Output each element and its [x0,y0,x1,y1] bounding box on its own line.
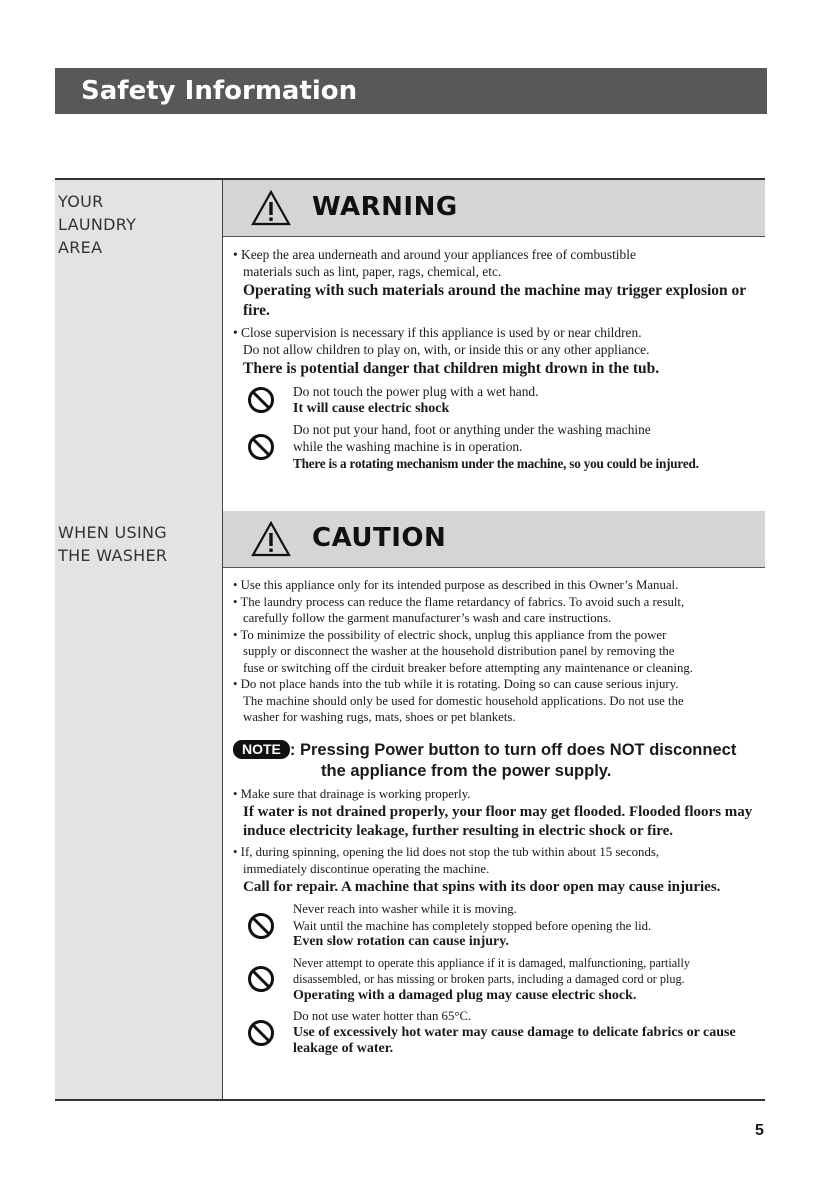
caution-spin: • If, during spinning, opening the lid does not stop the tub within about 15 seconds, [233,845,660,859]
prohibition-icon [247,912,275,940]
caution-section [55,511,765,1101]
note-badge: NOTE [233,740,290,759]
warning-bullet-2: • Close supervision is necessary if this appliance is used by or near children. [233,325,642,340]
caution-bullet-3-cont: supply or disconnect the washer at the household distribution panel by removing the [243,644,675,658]
area-label-washer: WHEN USING THE WASHER [58,523,168,565]
warning-header [223,180,765,237]
section-title-bar [55,68,767,114]
caution-bullet-4-cont: washer for washing rugs, mats, shoes or pet blankets. [243,710,516,724]
prohibition-item [233,955,761,1005]
caution-bullet-1: • Use this appliance only for its intended purpose as described in this Owner’s Manual. [233,578,679,592]
warning-bullet-2-bold: There is potential danger that children might drown in the tub. [243,360,660,377]
prohibition-bold: Operating with a damaged plug may cause electric shock. [293,987,637,1003]
prohibition-icon [247,965,275,993]
prohibition-bold: Even slow rotation can cause injury. [293,934,509,949]
prohibition-icon [247,433,275,461]
caution-spin-bold: Call for repair. A machine that spins with its door open may cause injuries. [243,879,721,895]
caution-bullet-3-cont: fuse or switching off the cirduit breaker before attempting any maintenance or cleaning. [243,660,693,675]
prohibition-item [233,901,761,951]
warning-bullet-1-bold: Operating with such materials around the machine may trigger explosion or fire. [243,282,746,319]
prohibition-icon [247,386,275,414]
warning-triangle-icon [251,521,291,557]
warning-bullet-1: • Keep the area underneath and around your appliances free of combustible [233,247,636,262]
caution-header [223,511,765,568]
note-text-cont: the appliance from the power supply. [321,761,612,780]
prohibition-item [233,1008,761,1058]
caution-bullet-4-cont: The machine should only be used for domestic household applications. Do not use the [243,693,684,708]
prohibition-text: Do not put your hand, foot or anything under the washing machine [293,422,651,437]
note-text: : Pressing Power button to turn off does NOT disconnect [289,740,737,759]
prohibition-text: Do not use water hotter than 65°C. [293,1009,472,1023]
warning-heading: WARNING [312,192,458,222]
prohibition-text: disassembled, or has missing or broken parts, including a damaged cord or plug. [293,972,685,986]
prohibition-bold: It will cause electric shock [293,401,450,416]
prohibition-text: Never attempt to operate this appliance if it is damaged, malfunctioning, partially [293,955,690,970]
prohibition-bold: Use of excessively hot water may cause damage to delicate fabrics or cause leakage of water. [293,1024,736,1056]
warning-triangle-icon [251,190,291,226]
area-column [55,180,223,513]
caution-drain: • Make sure that drainage is working properly. [233,786,471,801]
prohibition-text: Do not touch the power plug with a wet hand. [293,384,539,399]
area-label-laundry: YOUR LAUNDRY AREA [58,192,137,257]
caution-spin-cont: immediately discontinue operating the machine. [243,861,490,876]
prohibition-item [233,421,761,472]
warning-bullet-1-cont: materials such as lint, paper, rags, chemical, etc. [243,264,502,279]
caution-bullet-3: • To minimize the possibility of electric shock, unplug this appliance from the power [233,627,667,642]
caution-bullet-2: • The laundry process can reduce the flame retardancy of fabrics. To avoid such a result, [233,594,685,609]
page-number: 5 [755,1122,764,1139]
warning-body [233,246,761,476]
prohibition-icon [247,1019,275,1047]
caution-heading: CAUTION [312,523,447,553]
note-block [233,740,761,782]
warning-bullet-2-cont: Do not allow children to play on, with, or inside this or any other appliance. [243,342,650,357]
prohibition-text: Never reach into washer while it is moving. [293,902,517,916]
prohibition-text: while the washing machine is in operation. [293,439,523,454]
caution-body [233,577,761,1062]
caution-bullet-2-cont: carefully follow the garment manufacturer’s wash and care instructions. [243,611,612,625]
prohibition-bold: There is a rotating mechanism under the machine, so you could be injured. [293,456,699,471]
area-column [55,511,223,1099]
prohibition-text: Wait until the machine has completely stopped before opening the lid. [293,918,652,933]
warning-section [55,178,765,515]
caution-bullet-4: • Do not place hands into the tub while it is rotating. Doing so can cause serious injury. [233,677,679,691]
caution-drain-bold: If water is not drained properly, your floor may get flooded. Flooded floors may induce electricity leakage, further resulting in electric shock or fire. [243,804,753,839]
prohibition-item [233,383,761,417]
page-title: Safety Information [81,76,358,106]
